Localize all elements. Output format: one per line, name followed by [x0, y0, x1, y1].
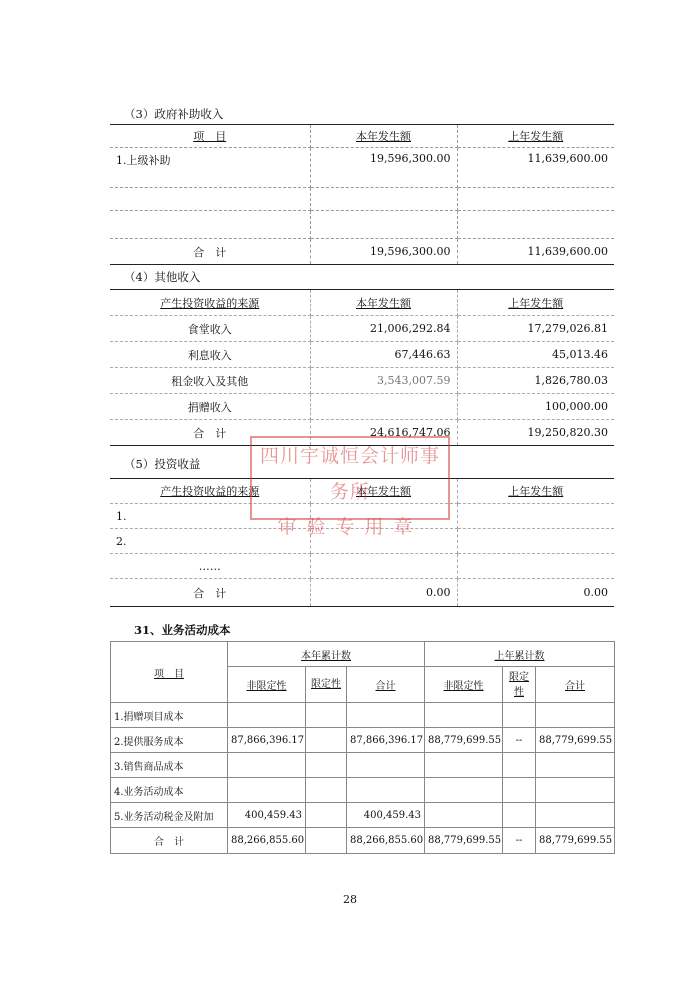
cell — [503, 753, 536, 778]
cell: 88,779,699.55 — [425, 728, 503, 753]
cell — [347, 703, 425, 728]
cell — [306, 803, 347, 828]
row-label: 租金收入及其他 — [110, 368, 310, 394]
row-this-year: 67,446.63 — [310, 342, 457, 368]
stamp-line-1: 四川宇诚恒会计师事务所 — [259, 445, 440, 503]
total-label: 合 计 — [110, 420, 310, 446]
total-row — [111, 828, 615, 854]
cell — [306, 703, 347, 728]
total-this-year: 19,596,300.00 — [310, 239, 457, 265]
total-row — [110, 239, 614, 265]
row-label: 4.业务活动成本 — [111, 778, 228, 803]
cell: 88,779,699.55 — [425, 828, 503, 854]
cell — [536, 803, 615, 828]
row-label: 1. — [110, 504, 310, 529]
row-last-year — [457, 554, 614, 579]
row-this-year — [310, 211, 457, 239]
table-row — [111, 778, 615, 803]
header-this-year: 本年发生额 — [310, 290, 457, 316]
cell — [425, 753, 503, 778]
row-label: 2. — [110, 529, 310, 554]
cell: 87,866,396.17 — [347, 728, 425, 753]
cell — [306, 753, 347, 778]
stamp-line-2: 审验专用章 — [277, 516, 423, 538]
row-this-year — [310, 394, 457, 420]
total-row — [110, 579, 614, 607]
row-last-year: 11,639,600.00 — [457, 148, 614, 188]
table-row — [110, 342, 614, 368]
sub-restricted: 限定性 — [306, 667, 347, 703]
table-row — [110, 211, 614, 239]
cell — [425, 803, 503, 828]
row-last-year: 45,013.46 — [457, 342, 614, 368]
sub-unrestricted: 非限定性 — [228, 667, 306, 703]
table-row — [111, 703, 615, 728]
row-last-year — [457, 188, 614, 211]
row-last-year — [457, 211, 614, 239]
sub-total: 合计 — [347, 667, 425, 703]
row-last-year: 100,000.00 — [457, 394, 614, 420]
cell: -- — [503, 728, 536, 753]
sub-total: 合计 — [536, 667, 615, 703]
other-income-table — [110, 289, 614, 446]
cell — [228, 778, 306, 803]
page-number: 28 — [343, 893, 357, 906]
row-this-year — [310, 188, 457, 211]
row-label: 2.提供服务成本 — [111, 728, 228, 753]
table-row — [110, 368, 614, 394]
row-label: …… — [110, 554, 310, 579]
cell — [228, 703, 306, 728]
cell: 88,779,699.55 — [536, 728, 615, 753]
cell: 400,459.43 — [347, 803, 425, 828]
header-item: 项 目 — [111, 642, 228, 703]
cell — [536, 778, 615, 803]
header-last-year: 上年发生额 — [457, 125, 614, 148]
table-row — [111, 803, 615, 828]
cell — [536, 753, 615, 778]
table-row — [111, 753, 615, 778]
header-last-year: 上年发生额 — [457, 290, 614, 316]
header-this-year: 本年累计数 — [228, 642, 425, 667]
header-item: 项 目 — [110, 125, 310, 148]
audit-stamp — [250, 436, 450, 538]
total-last-year: 11,639,600.00 — [527, 245, 608, 258]
row-label: 捐赠收入 — [110, 394, 310, 420]
cell: 88,266,855.60 — [228, 828, 306, 854]
row-label: 3.销售商品成本 — [111, 753, 228, 778]
section-31-title: 31、业务活动成本 — [134, 623, 231, 637]
total-last-year: 0.00 — [583, 586, 608, 599]
sub-unrestricted: 非限定性 — [425, 667, 503, 703]
row-this-year: 21,006,292.84 — [310, 316, 457, 342]
table-row — [111, 728, 615, 753]
cell: 88,779,699.55 — [536, 828, 615, 854]
total-label: 合 计 — [111, 828, 228, 854]
table-row — [110, 188, 614, 211]
cell — [503, 803, 536, 828]
row-this-year — [310, 554, 457, 579]
cell — [536, 703, 615, 728]
total-label: 合 计 — [110, 579, 310, 607]
row-last-year — [457, 529, 614, 554]
table-row — [110, 316, 614, 342]
header-last-year: 上年发生额 — [457, 479, 614, 504]
table-row — [110, 394, 614, 420]
sub-restricted: 限定性 — [503, 667, 536, 703]
cell: 87,866,396.17 — [228, 728, 306, 753]
row-label: 食堂收入 — [110, 316, 310, 342]
total-last-year: 19,250,820.30 — [527, 426, 608, 439]
total-label: 合 计 — [110, 239, 310, 265]
header-source: 产生投资收益的来源 — [110, 290, 310, 316]
table-header-row — [111, 642, 615, 667]
table-header-row — [110, 125, 614, 148]
cell — [503, 778, 536, 803]
row-this-year: 3,543,007.59 — [310, 368, 457, 394]
row-last-year: 17,279,026.81 — [457, 316, 614, 342]
header-last-year: 上年累计数 — [425, 642, 615, 667]
row-this-year: 19,596,300.00 — [310, 148, 457, 188]
cell — [425, 703, 503, 728]
business-cost-table — [110, 641, 615, 854]
table-row — [110, 148, 614, 188]
cell — [306, 828, 347, 854]
section-3-title: （3）政府补助收入 — [124, 107, 224, 121]
cell: -- — [503, 828, 536, 854]
row-label — [110, 211, 310, 239]
cell — [347, 778, 425, 803]
row-last-year: 1,826,780.03 — [457, 368, 614, 394]
row-label: 1.捐赠项目成本 — [111, 703, 228, 728]
section-4-title: （4）其他收入 — [124, 270, 201, 284]
header-this-year: 本年发生额 — [310, 125, 457, 148]
row-label — [110, 188, 310, 211]
row-label: 5.业务活动税金及附加 — [111, 803, 228, 828]
table-row — [110, 554, 614, 579]
cell — [347, 753, 425, 778]
cell — [306, 778, 347, 803]
row-label: 1.上级补助 — [110, 148, 310, 188]
row-last-year — [457, 504, 614, 529]
total-this-year: 0.00 — [310, 579, 457, 607]
cell — [503, 703, 536, 728]
cell — [306, 728, 347, 753]
header-source: 产生投资收益的来源 — [110, 479, 310, 504]
section-5-title: （5）投资收益 — [124, 457, 201, 471]
header-this-year: 本年发生额 — [310, 479, 457, 504]
table-header-row — [110, 290, 614, 316]
row-label: 利息收入 — [110, 342, 310, 368]
cell — [228, 753, 306, 778]
cell: 400,459.43 — [228, 803, 306, 828]
gov-subsidy-table — [110, 124, 614, 265]
cell: 88,266,855.60 — [347, 828, 425, 854]
cell — [425, 778, 503, 803]
total-this-year: 24,616,747.06 — [310, 420, 457, 446]
